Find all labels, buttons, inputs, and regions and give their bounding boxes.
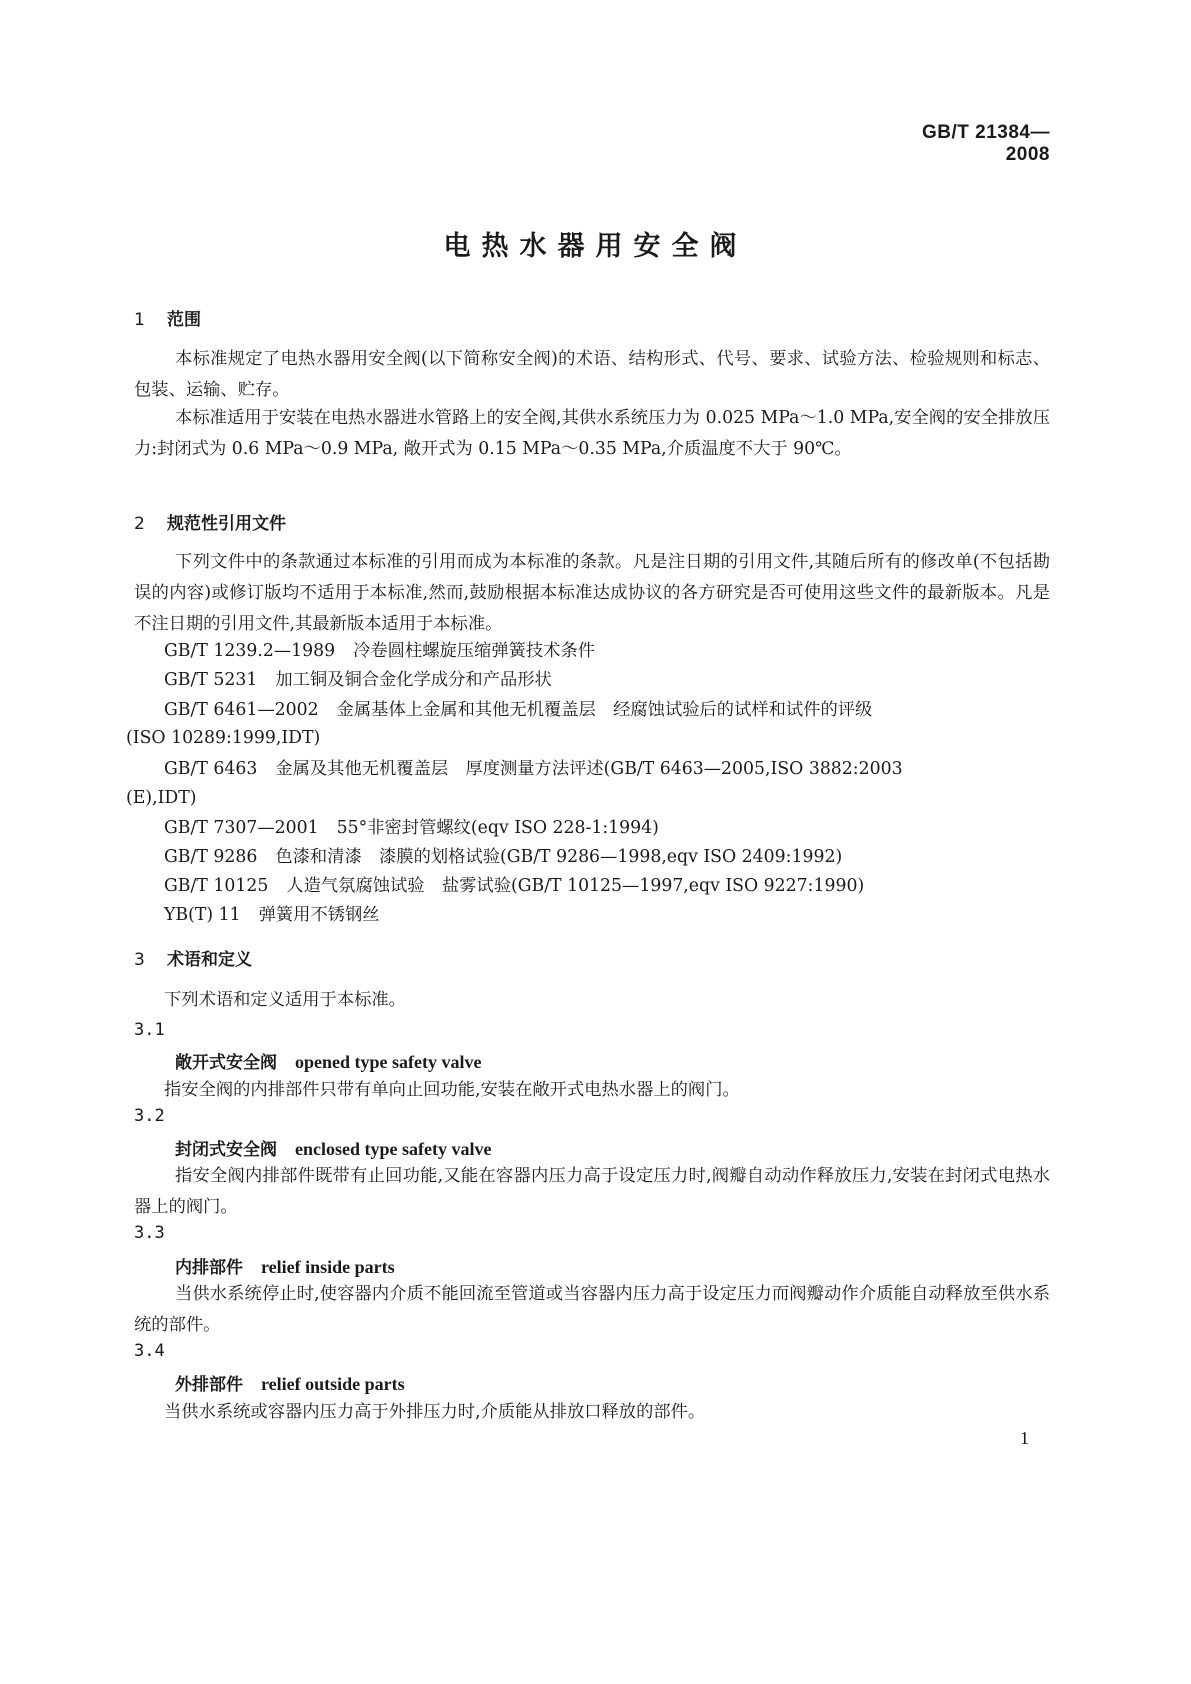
term-chinese: 外排部件	[175, 1375, 243, 1395]
references-intro-paragraph: 下列文件中的条款通过本标准的引用而成为本标准的条款。凡是注日期的引用文件,其随后所有的修改单(不包括勘误的内容)或修订版均不适用于本标准,然而,鼓励根据本标准达成协议的各方研究是否可使用这些文件的最新版本。凡是不注日期的引用文件,其最新版本适用于本标准。	[134, 552, 1050, 634]
section-number: 2	[134, 514, 145, 534]
term-number: 3.1	[134, 1020, 165, 1040]
section-title: 范围	[167, 310, 201, 330]
reference-item	[164, 755, 903, 783]
reference-title: 人造气氛腐蚀试验 盐雾试验(GB/T 10125—1997,eqv ISO 9227:1990)	[286, 876, 865, 896]
reference-title: 加工铜及铜合金化学成分和产品形状	[275, 670, 552, 690]
term-number: 3.3	[134, 1223, 165, 1243]
term-english: relief outside parts	[261, 1374, 405, 1394]
reference-title: 弹簧用不锈钢丝	[258, 905, 380, 925]
reference-item	[164, 637, 595, 665]
term-heading	[175, 1135, 491, 1160]
term-definition: 指安全阀内排部件既带有止回功能,又能在容器内压力高于设定压力时,阀瓣自动动作释放压力,安装在封闭式电热水器上的阀门。	[134, 1166, 1050, 1217]
reference-title: 色漆和清漆 漆膜的划格试验(GB/T 9286—1998,eqv ISO 2409:1992)	[275, 847, 843, 867]
reference-code: GB/T 7307—2001	[164, 818, 319, 838]
section-title: 术语和定义	[167, 950, 252, 970]
reference-item	[164, 872, 864, 900]
reference-title: 金属基体上金属和其他无机覆盖层 经腐蚀试验后的试样和试件的评级	[336, 700, 873, 720]
reference-item	[164, 666, 552, 694]
standard-number: GB/T 21384—2008	[922, 122, 1050, 165]
term-english: opened type safety valve	[295, 1052, 482, 1072]
section-heading-scope	[134, 305, 201, 330]
reference-code: YB(T) 11	[164, 905, 241, 925]
scope-paragraph-1: 本标准规定了电热水器用安全阀(以下简称安全阀)的术语、结构形式、代号、要求、试验方法、检验规则和标志、包装、运输、贮存。	[134, 349, 1050, 400]
section-heading-terms-definitions	[134, 945, 252, 970]
term-english: enclosed type safety valve	[295, 1139, 492, 1159]
reference-code: GB/T 6461—2002	[164, 700, 319, 720]
section-title: 规范性引用文件	[167, 514, 286, 534]
term-heading	[175, 1370, 405, 1395]
reference-item	[164, 696, 872, 724]
section-number: 3	[134, 950, 145, 970]
reference-code: GB/T 1239.2—1989	[164, 641, 336, 661]
term-definition: 当供水系统或容器内压力高于外排压力时,介质能从排放口释放的部件。	[164, 1402, 706, 1422]
document-title: 电热水器用安全阀	[443, 231, 748, 262]
reference-item	[164, 814, 659, 842]
reference-item	[164, 843, 842, 871]
term-definition: 指安全阀的内排部件只带有单向止回功能,安装在敞开式电热水器上的阀门。	[164, 1080, 740, 1100]
term-chinese: 内排部件	[175, 1258, 243, 1278]
term-heading	[175, 1048, 481, 1073]
reference-title: 金属及其他无机覆盖层 厚度测量方法评述(GB/T 6463—2005,ISO 3882:2003	[275, 759, 903, 779]
term-number: 3.4	[134, 1341, 165, 1361]
section-number: 1	[134, 310, 145, 330]
term-heading	[175, 1253, 395, 1278]
reference-code: GB/T 6463	[164, 759, 258, 779]
term-chinese: 敞开式安全阀	[175, 1053, 277, 1073]
term-definition: 当供水系统停止时,使容器内介质不能回流至管道或当容器内压力高于设定压力而阀瓣动作介质能自动释放至供水系统的部件。	[134, 1284, 1050, 1335]
terms-intro: 下列术语和定义适用于本标准。	[164, 990, 406, 1010]
scope-paragraph-2: 本标准适用于安装在电热水器进水管路上的安全阀,其供水系统压力为 0.025 MPa～1.0 MPa,安全阀的安全排放压力:封闭式为 0.6 MPa～0.9 MPa, 敞开式为 0.15 MPa～0.35 MPa,介质温度不大于 90℃。	[134, 408, 1050, 459]
term-chinese: 封闭式安全阀	[175, 1140, 277, 1160]
reference-continuation: (ISO 10289:1999,IDT)	[126, 728, 321, 748]
reference-title: 冷卷圆柱螺旋压缩弹簧技术条件	[353, 641, 596, 661]
term-english: relief inside parts	[261, 1257, 395, 1277]
section-heading-normative-references	[134, 509, 286, 534]
reference-code: GB/T 9286	[164, 847, 258, 867]
page-number: 1	[1020, 1428, 1029, 1448]
reference-item	[164, 901, 380, 929]
reference-title: 55°非密封管螺纹(eqv ISO 228-1:1994)	[336, 818, 659, 838]
term-number: 3.2	[134, 1106, 165, 1126]
reference-code: GB/T 10125	[164, 876, 269, 896]
reference-continuation: (E),IDT)	[126, 788, 197, 808]
reference-code: GB/T 5231	[164, 670, 258, 690]
